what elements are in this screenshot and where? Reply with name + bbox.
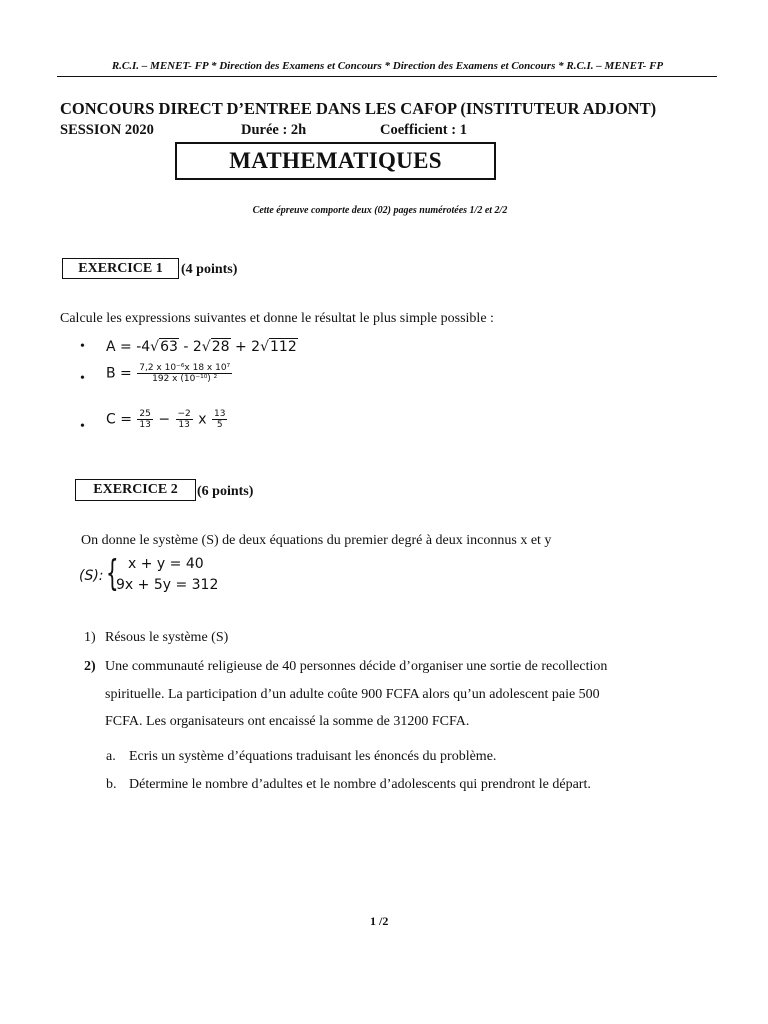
fraction-b: $\frac{\text{7,2 x 10⁻⁶x 18 x 10⁷}}{\text{192 x (10⁻¹⁰) ²}}$ xyxy=(139,363,231,384)
exercise1-instruction: Calcule les expressions suivantes et donne le résultat le plus simple possible : xyxy=(60,311,494,326)
subitem-a-text: Ecris un système d’équations traduisant les énoncés du problème. xyxy=(129,749,497,764)
expression-a xyxy=(106,339,298,355)
system-equation-2: 9x + 5y = 312 xyxy=(116,577,219,593)
exercise2-intro: On donne le système (S) de deux équations du premier degré à deux inconnus x et y xyxy=(81,533,552,548)
system-label: (S): xyxy=(79,568,104,584)
expression-a-op2: + 2 xyxy=(230,339,261,355)
session-label: SESSION 2020 xyxy=(60,122,154,138)
bullet-c: • xyxy=(80,419,85,434)
sqrt-28: √28 xyxy=(201,339,230,355)
fraction-c1: $\frac{25}{13}$ xyxy=(139,409,151,430)
bullet-a: • xyxy=(80,339,85,354)
item-2-number: 2) xyxy=(84,659,96,674)
expression-c xyxy=(106,409,228,430)
exercise1-label: EXERCICE 1 xyxy=(62,258,179,279)
header-banner: R.C.I. – MENET- FP * Direction des Examens et Concours * Direction des Examens et Concours * R.C.I. – MENET- FP xyxy=(111,60,664,72)
exercise2-label: EXERCICE 2 xyxy=(75,479,196,501)
duration-label: Durée : 2h xyxy=(241,122,307,138)
bullet-b: • xyxy=(80,371,85,386)
item-2-line-3: FCFA. Les organisateurs ont encaissé la somme de 31200 FCFA. xyxy=(105,714,470,729)
fraction-c3: $\frac{13}{5}$ xyxy=(213,409,226,430)
pages-note: Cette épreuve comporte deux (02) pages numérotées 1/2 et 2/2 xyxy=(252,205,508,216)
system-brace: { xyxy=(106,553,119,594)
subitem-b-text: Détermine le nombre d’adultes et le nombre d’adolescents qui prendront le départ. xyxy=(129,777,591,792)
subject-title: MATHEMATIQUES xyxy=(175,142,496,180)
sqrt-63: √63 xyxy=(150,339,178,355)
expression-b-lhs: B = xyxy=(106,365,132,382)
item-2-line-1: Une communauté religieuse de 40 personnes décide d’organiser une sortie de recollection xyxy=(105,659,608,674)
item-1-text: Résous le système (S) xyxy=(105,630,229,645)
expression-c-op2: x xyxy=(193,411,211,428)
item-2-line-2: spirituelle. La participation d’un adulte coûte 900 FCFA alors qu’un adolescent paie 500 xyxy=(105,687,600,702)
item-1-number: 1) xyxy=(84,630,96,645)
expression-c-op1: − xyxy=(153,411,175,428)
coefficient-label: Coefficient : 1 xyxy=(380,122,467,138)
subitem-b-label: b. xyxy=(106,777,117,792)
expression-c-lhs: C = xyxy=(106,411,132,428)
exercise2-points: (6 points) xyxy=(197,484,254,499)
fraction-c2: $\frac{-2}{13}$ xyxy=(177,409,191,430)
expression-a-lhs: A = -4 xyxy=(106,339,151,355)
exercise1-points: (4 points) xyxy=(181,262,238,277)
session-row xyxy=(60,122,500,140)
expression-a-op1: - 2 xyxy=(178,339,202,355)
sqrt-112: √112 xyxy=(260,339,297,355)
expression-b xyxy=(106,363,233,384)
subitem-a-label: a. xyxy=(106,749,116,764)
system-equation-1: x + y = 40 xyxy=(128,556,204,572)
exam-title: CONCOURS DIRECT D’ENTREE DANS LES CAFOP (INSTITUTEUR ADJONT) xyxy=(60,99,657,118)
header-divider xyxy=(57,76,717,77)
page-number: 1 /2 xyxy=(370,914,389,928)
